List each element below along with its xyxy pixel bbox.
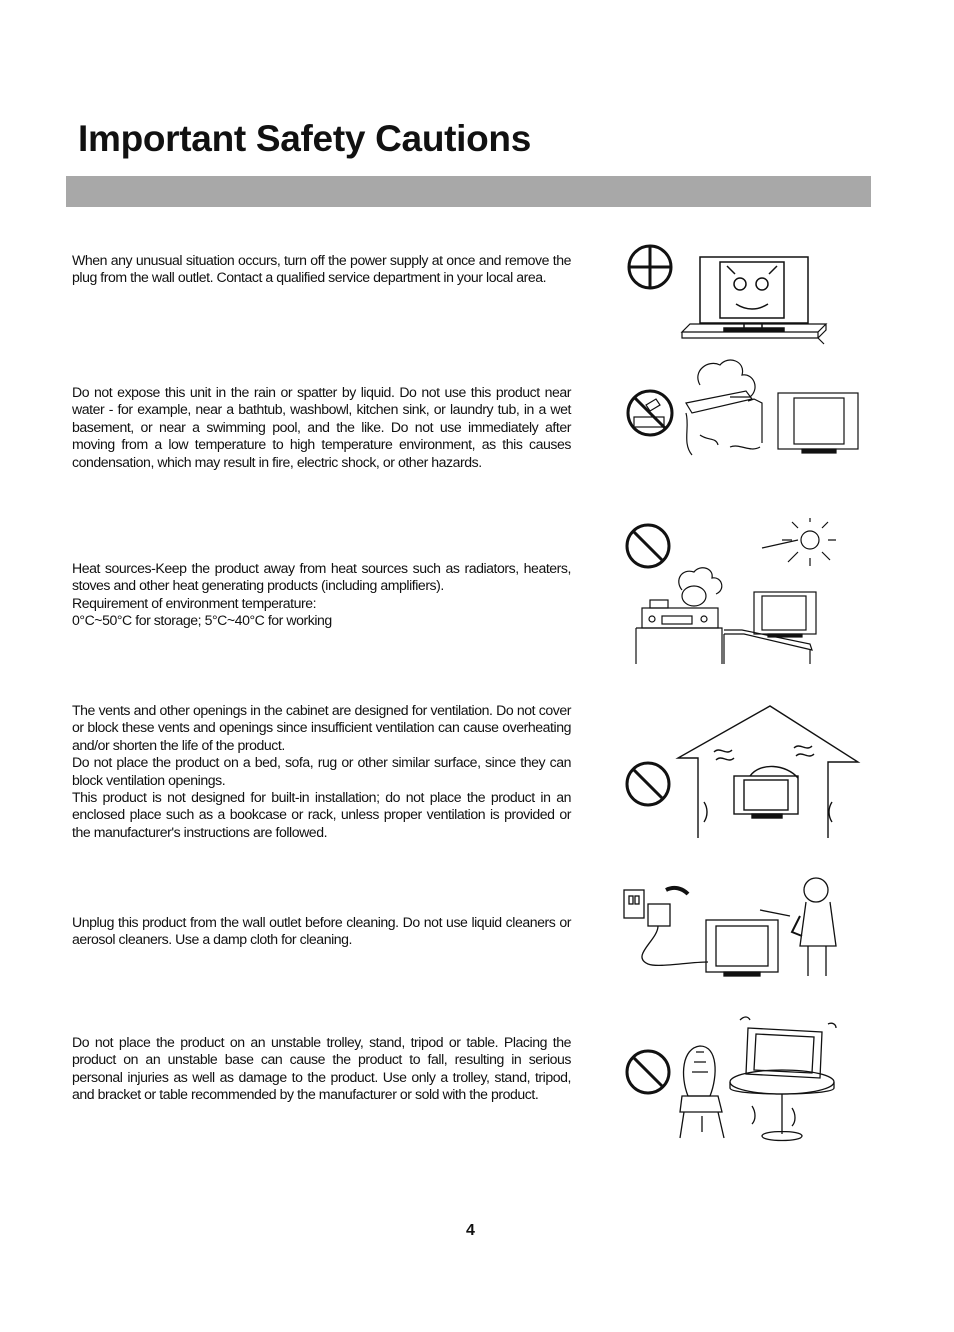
caution-line: Requirement of environment temperature: <box>72 594 317 611</box>
caution-line: The vents and other openings in the cabinet are designed for ventilation. Do not cover or block these vents and openings since insufficient ventilation can cause overheating and/or shorten the life of the product. <box>72 702 571 753</box>
tv-icon <box>700 257 808 331</box>
caution-line: When any unusual situation occurs, turn off the power supply at once and remove the plug from the wall outlet. Contact a qualified service department in your local area. <box>72 252 571 286</box>
prohibited-icon <box>627 763 669 805</box>
caution-ventilation <box>72 702 571 841</box>
title-banner <box>66 176 871 207</box>
plus-circle-icon <box>629 246 671 288</box>
prohibited-icon <box>627 525 669 567</box>
caution-line: Unplug this product from the wall outlet before cleaning. Do not use liquid cleaners or aerosol cleaners. Use a damp cloth for cleaning. <box>72 914 571 948</box>
water-exposure-illustration <box>620 355 865 463</box>
cleaning-illustration <box>620 876 840 982</box>
no-water-icon <box>628 391 672 435</box>
caution-unusual-situation <box>72 252 571 287</box>
caution-cleaning <box>72 914 571 949</box>
page-number: 4 <box>466 1222 475 1239</box>
caution-line: Do not place the product on a bed, sofa, rug or other similar surface, since they can block ventilation openings. <box>72 754 571 788</box>
prohibited-icon <box>627 1051 669 1093</box>
caution-line: Do not expose this unit in the rain or spatter by liquid. Do not use this product near water - for example, near a bathtub, washbowl, kitchen sink, or laundry tub, in a wet basement, or near a swimming pool, and the like. Do not use immediately after moving from a low temperature to high temperature environment, as this causes condensation, which may result in fire, electric shock, or other hazards. <box>72 384 571 470</box>
unstable-base-illustration <box>622 1012 842 1144</box>
ventilation-illustration <box>622 702 862 838</box>
page-title: Important Safety Cautions <box>78 118 531 159</box>
caution-line: Heat sources-Keep the product away from heat sources such as radiators, heaters, stoves and other heat generating products (including amplifiers). <box>72 560 571 594</box>
unusual-situation-illustration <box>622 240 832 348</box>
heat-sources-illustration <box>622 518 842 664</box>
caution-line: Do not place the product on an unstable trolley, stand, tripod or table. Placing the product on an unstable base can cause the product to fall, resulting in serious personal injuries as well as damage to the product. Use only a trolley, stand, tripod, and bracket or table recommended by the manufacturer or sold with the product. <box>72 1034 571 1103</box>
caution-line: This product is not designed for built-in installation; do not place the product in an enclosed place such as a bookcase or rack, unless proper ventilation is provided or the manufacturer's instructions are followed. <box>72 789 571 840</box>
caution-water-exposure <box>72 384 571 471</box>
caution-unstable-base <box>72 1034 571 1104</box>
caution-line: 0°C~50°C for storage; 5°C~40°C for working <box>72 612 332 629</box>
caution-heat-sources <box>72 560 571 630</box>
